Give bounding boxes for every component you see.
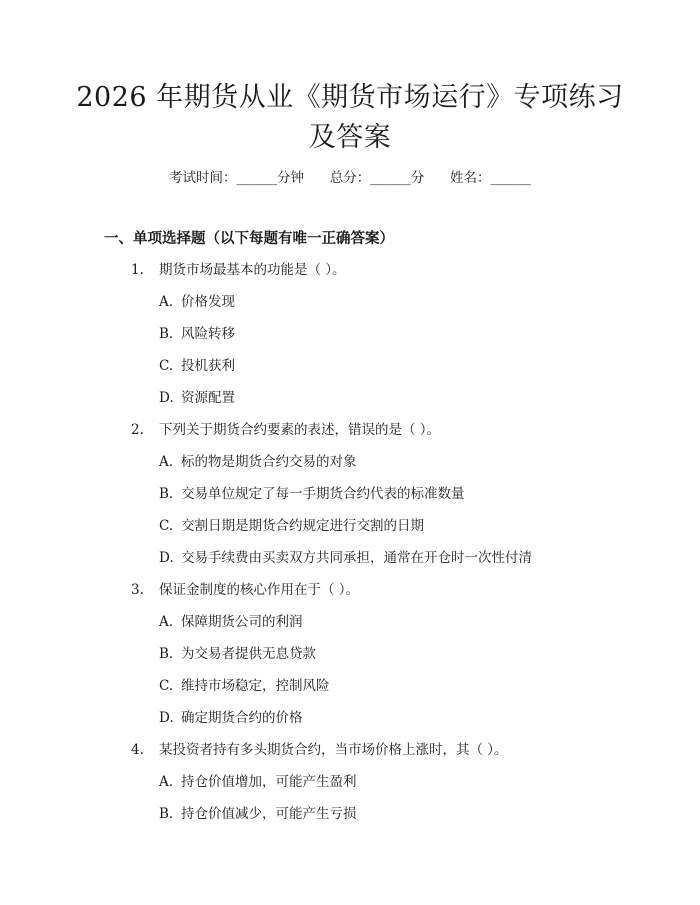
option-letter: B. [159,486,174,502]
option-text: 持仓价值增加，可能产生盈利 [181,774,357,790]
option-text: 持仓价值减少，可能产生亏损 [181,806,357,822]
question-text: 下列关于期货合约要素的表述，错误的是（ ）。 [159,422,441,438]
total-score-label: 总分： [329,170,371,186]
question-3 [131,580,359,600]
option-letter: D. [159,710,174,726]
option-text: 风险转移 [181,326,235,342]
option-3-d [159,708,303,728]
question-4 [131,740,508,760]
option-letter: A. [159,294,174,310]
title-line-1: 2026 年期货从业《期货市场运行》专项练习 [76,82,624,113]
question-1 [131,260,346,280]
option-text: 交割日期是期货合约规定进行交割的日期 [181,518,424,534]
question-text: 期货市场最基本的功能是（ ）。 [159,262,346,278]
option-text: 保障期货公司的利润 [181,614,303,630]
question-number: 3. [131,582,144,598]
option-text: 标的物是期货合约交易的对象 [181,454,357,470]
option-letter: B. [159,806,174,822]
option-letter: C. [159,518,174,534]
question-text: 某投资者持有多头期货合约，当市场价格上涨时，其（ ）。 [159,742,508,758]
exam-meta [0,168,700,188]
option-text: 资源配置 [181,390,235,406]
question-number: 2. [131,422,144,438]
option-letter: C. [159,358,174,374]
option-text: 投机获利 [181,358,235,374]
option-letter: B. [159,646,174,662]
option-letter: D. [159,390,174,406]
option-4-b [159,804,357,824]
option-letter: A. [159,614,174,630]
option-4-a [159,772,357,792]
option-2-c [159,516,424,536]
exam-time-label: 考试时间： [169,170,237,186]
option-letter: C. [159,678,174,694]
option-2-a [159,452,357,472]
option-3-b [159,644,316,664]
option-text: 价格发现 [181,294,235,310]
option-3-c [159,676,330,696]
option-text: 维持市场稳定，控制风险 [181,678,330,694]
option-letter: B. [159,326,174,342]
option-1-b [159,324,235,344]
option-3-a [159,612,303,632]
question-number: 1. [131,262,144,278]
option-letter: A. [159,774,174,790]
name-blank: ______ [490,170,531,186]
question-2 [131,420,440,440]
option-text: 确定期货合约的价格 [181,710,303,726]
total-score-blank: ______分 [370,170,425,186]
title-line-2: 及答案 [308,122,392,153]
option-letter: A. [159,454,174,470]
option-1-a [159,292,235,312]
option-1-c [159,356,235,376]
option-text: 为交易者提供无息贷款 [181,646,316,662]
name-label: 姓名： [450,170,491,186]
option-2-d [159,548,532,568]
option-letter: D. [159,550,174,566]
option-text: 交易手续费由买卖双方共同承担，通常在开仓时一次性付清 [181,550,532,566]
page-title [70,78,630,158]
question-text: 保证金制度的核心作用在于（ ）。 [159,582,360,598]
section-title: 一、单项选择题（以下每题有唯一正确答案） [104,230,394,247]
option-2-b [159,484,465,504]
question-number: 4. [131,742,144,758]
option-1-d [159,388,235,408]
option-text: 交易单位规定了每一手期货合约代表的标准数量 [181,486,465,502]
exam-time-blank: ______分钟 [236,170,304,186]
